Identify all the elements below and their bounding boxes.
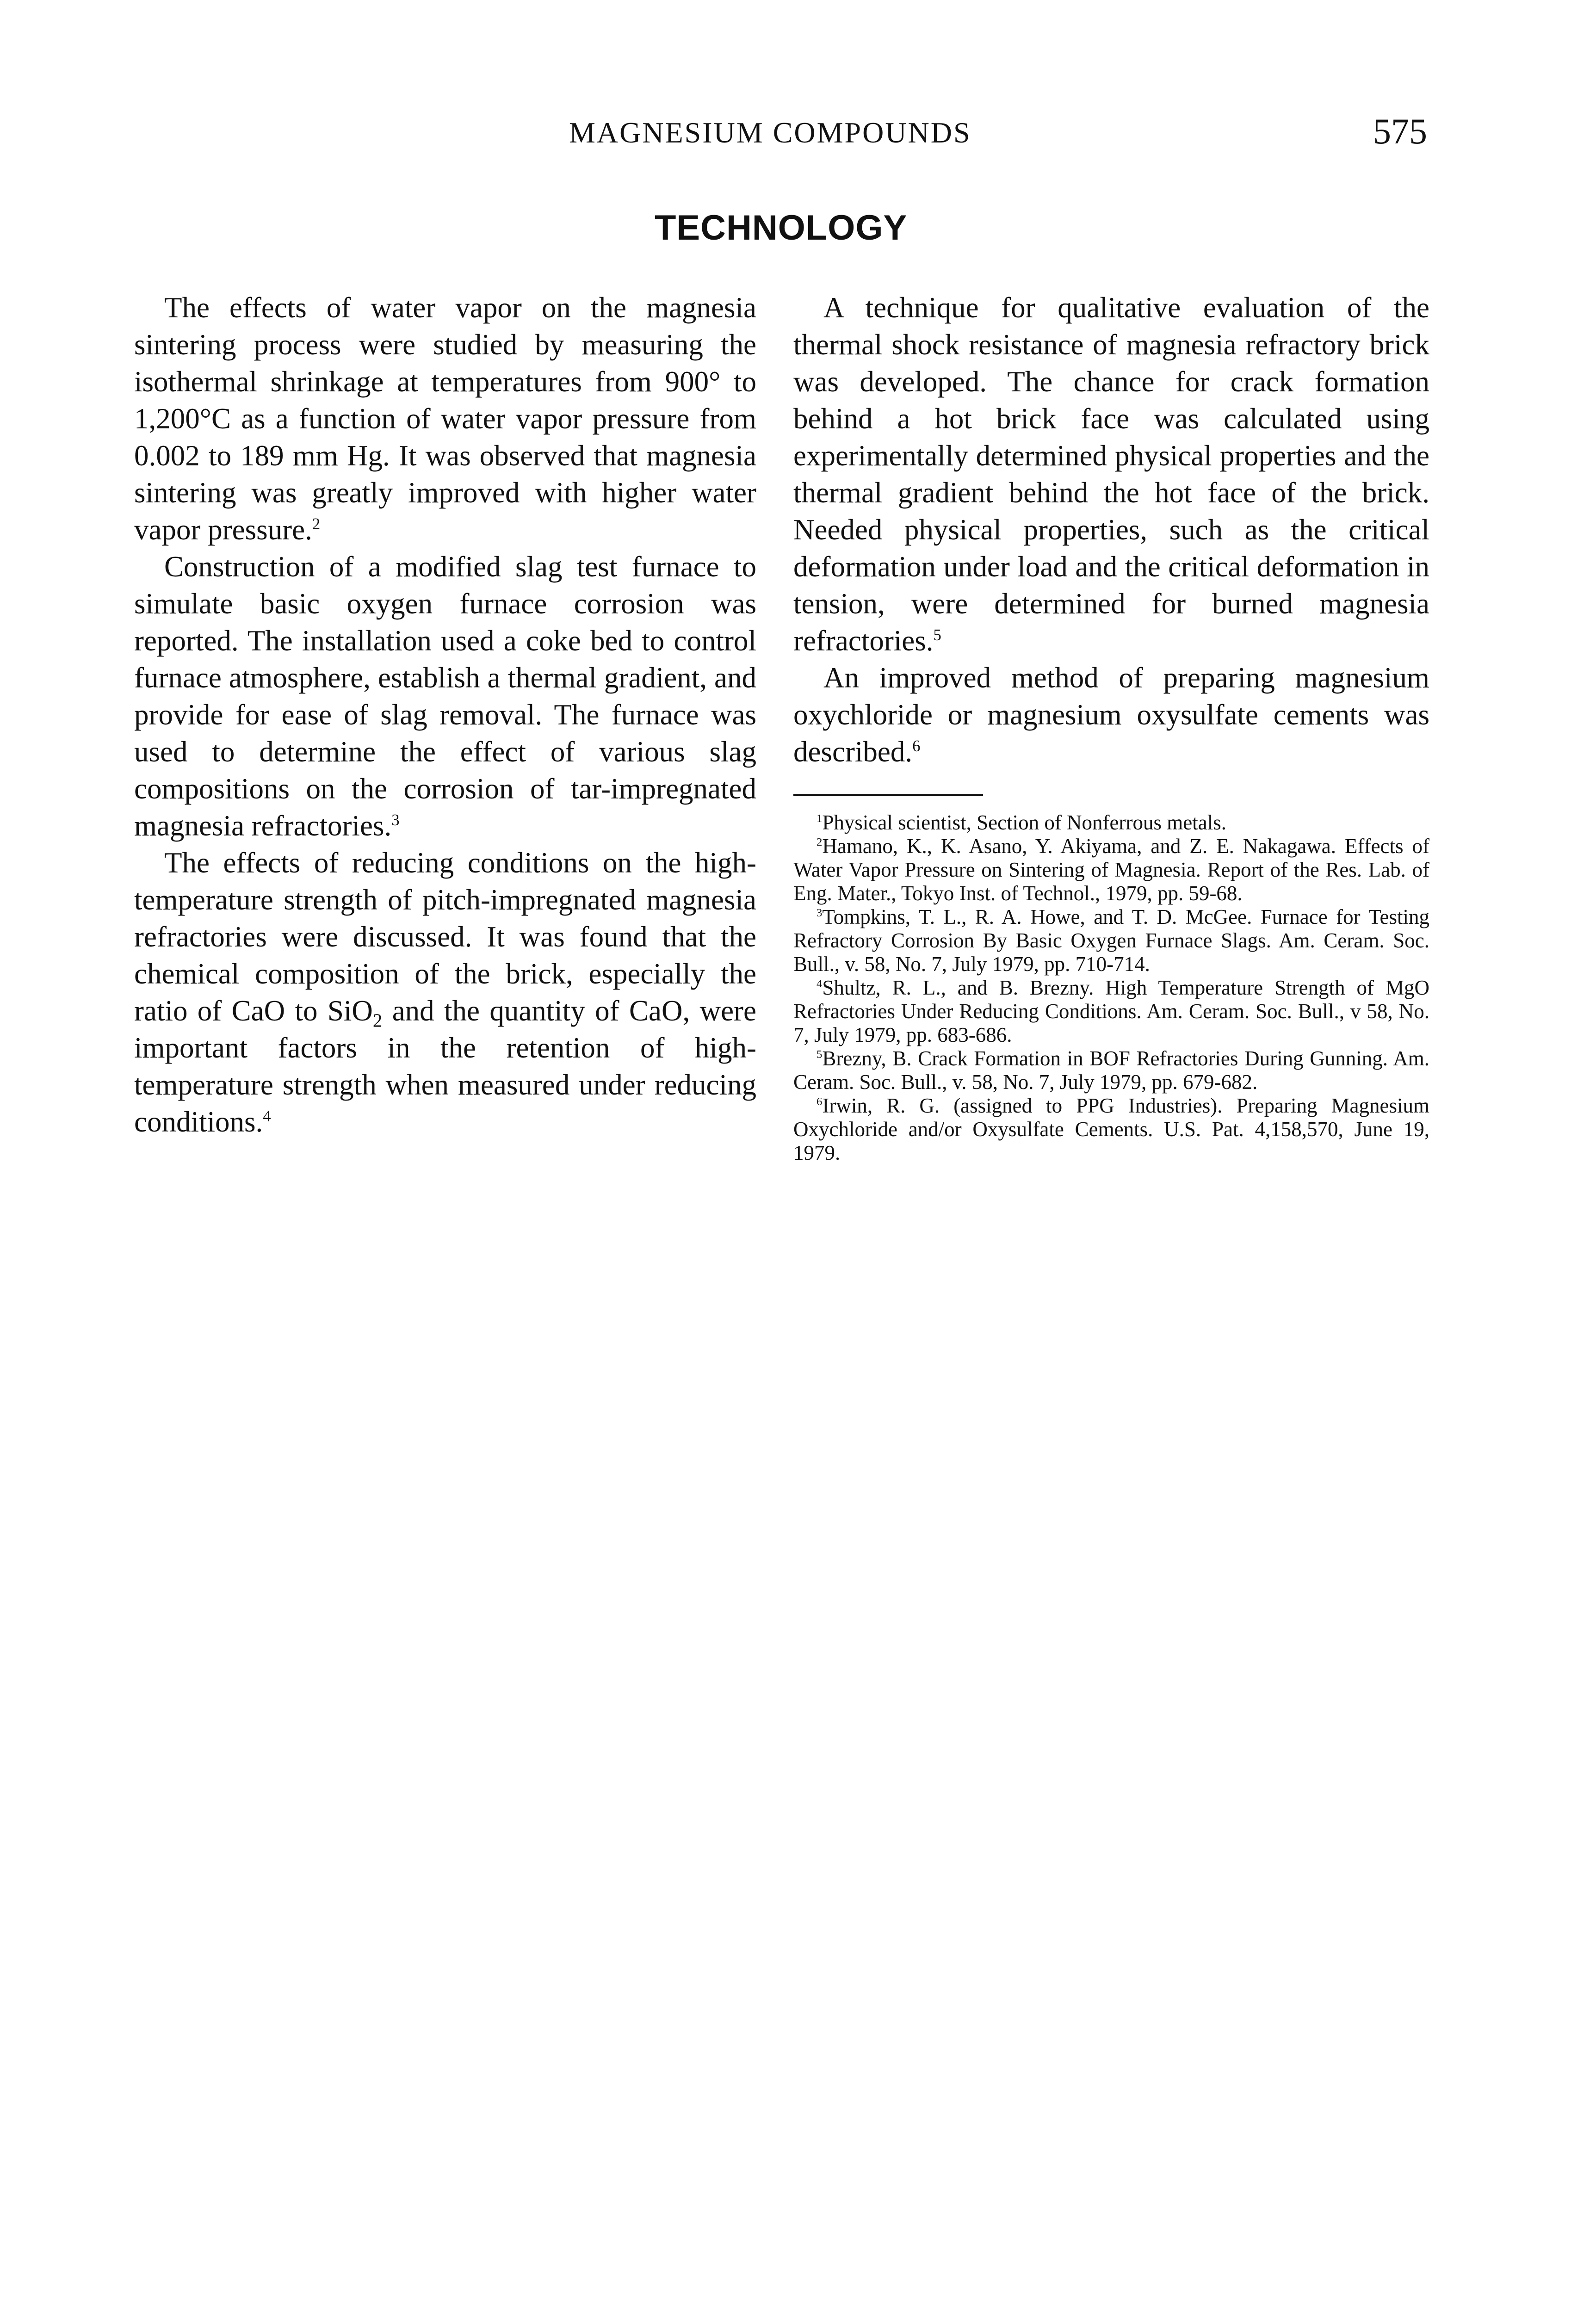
footnote: $^1$Physical scientist, Section of Nonferrous metals.: [817, 811, 1226, 834]
footnote-ref: 4: [263, 1107, 271, 1125]
footnote-ref: 2: [312, 515, 321, 533]
paragraph-water-vapor-sintering: The effects of water vapor on the magnesia sintering process were studied by measuring the isothermal shrinkage at temperatures from 900° to 1,200°C as a function of water vapor pressure from 0.002 to 189 mm Hg. It was observed that magnesia sintering was greatly improved with higher water vapor pressure.$^2$: [134, 291, 756, 546]
footnote-number: 6: [817, 1095, 823, 1108]
paragraph-oxychloride-cements: An improved method of preparing magnesium oxychloride or magnesium oxysulfate cements was described.$^6$: [793, 662, 1429, 768]
footnote-number: 2: [817, 836, 823, 848]
footnote: $^5$Brezny, B. Crack Formation in BOF Refractories During Gunning. Am. Ceram. Soc. Bull., v. 58, No. 7, July 1979, pp. 679-682.: [793, 1047, 1429, 1094]
footnote: $^3$Tompkins, T. L., R. A. Howe, and T. D. McGee. Furnace for Testing Refractory Corrosion By Basic Oxygen Furnace Slags. Am. Ceram. Soc. Bull., v. 58, No. 7, July 1979, pp. 710-714.: [793, 905, 1429, 976]
subscript: 2: [372, 1010, 383, 1031]
footnotes: [793, 811, 1429, 1165]
footnote-number: 5: [817, 1048, 823, 1061]
right-column: [793, 289, 1429, 1165]
footnote-ref: 3: [391, 811, 400, 829]
page-number: 575: [1373, 111, 1427, 151]
paragraph-slag-test-furnace: Construction of a modified slag test furnace to simulate basic oxygen furnace corrosion was reported. The installation used a coke bed to control furnace atmosphere, establish a thermal gradient, and provide for ease of slag removal. The furnace was used to determine the effect of various slag compositions on the corrosion of tar-impregnated magnesia refractories.$^3$: [134, 550, 756, 842]
left-column: [134, 289, 756, 1140]
paragraph-thermal-shock: A technique for qualitative evaluation of the thermal shock resistance of magnesia refractory brick was developed. The chance for crack formation behind a hot brick face was calculated using experimentally determined physical properties and the thermal gradient behind the hot face of the brick. Needed physical properties, such as the critical deformation under load and the critical deformation in tension, were determined for burned magnesia refractories.$^5$: [793, 291, 1429, 657]
footnote-divider: [793, 794, 983, 796]
footnote: $^4$Shultz, R. L., and B. Brezny. High Temperature Strength of MgO Refractories Under Reducing Conditions. Am. Ceram. Soc. Bull., v 58, No. 7, July 1979, pp. 683-686.: [793, 976, 1429, 1046]
footnote: $^2$Hamano, K., K. Asano, Y. Akiyama, and Z. E. Nakagawa. Effects of Water Vapor Pressure on Sintering of Magnesia. Report of the Res. Lab. of Eng. Mater., Tokyo Inst. of Technol., 1979, pp. 59-68.: [793, 835, 1429, 905]
footnote-ref: 6: [912, 737, 921, 755]
footnote-ref: 5: [933, 626, 941, 644]
footnote-number: 4: [817, 977, 823, 990]
footnote-number: 1: [817, 812, 823, 825]
footnote-number: 3: [817, 907, 823, 919]
footnote: $^6$Irwin, R. G. (assigned to PPG Industries). Preparing Magnesium Oxychloride and/or Oxysulfate Cements. U.S. Pat. 4,158,570, June 19, 1979.: [793, 1094, 1429, 1164]
section-title: TECHNOLOGY: [655, 208, 908, 247]
paragraph-reducing-conditions: The effects of reducing conditions on the high-temperature strength of pitch-impregnated magnesia refractories were discussed. It was found that the chemical composition of the brick, especially the ratio of CaO to SiO$_2$ and the quantity of CaO, were important factors in the retention of high-temperature strength when measured under reducing conditions.$^4$: [134, 847, 756, 1138]
running-head-title: MAGNESIUM COMPOUNDS: [569, 116, 971, 149]
